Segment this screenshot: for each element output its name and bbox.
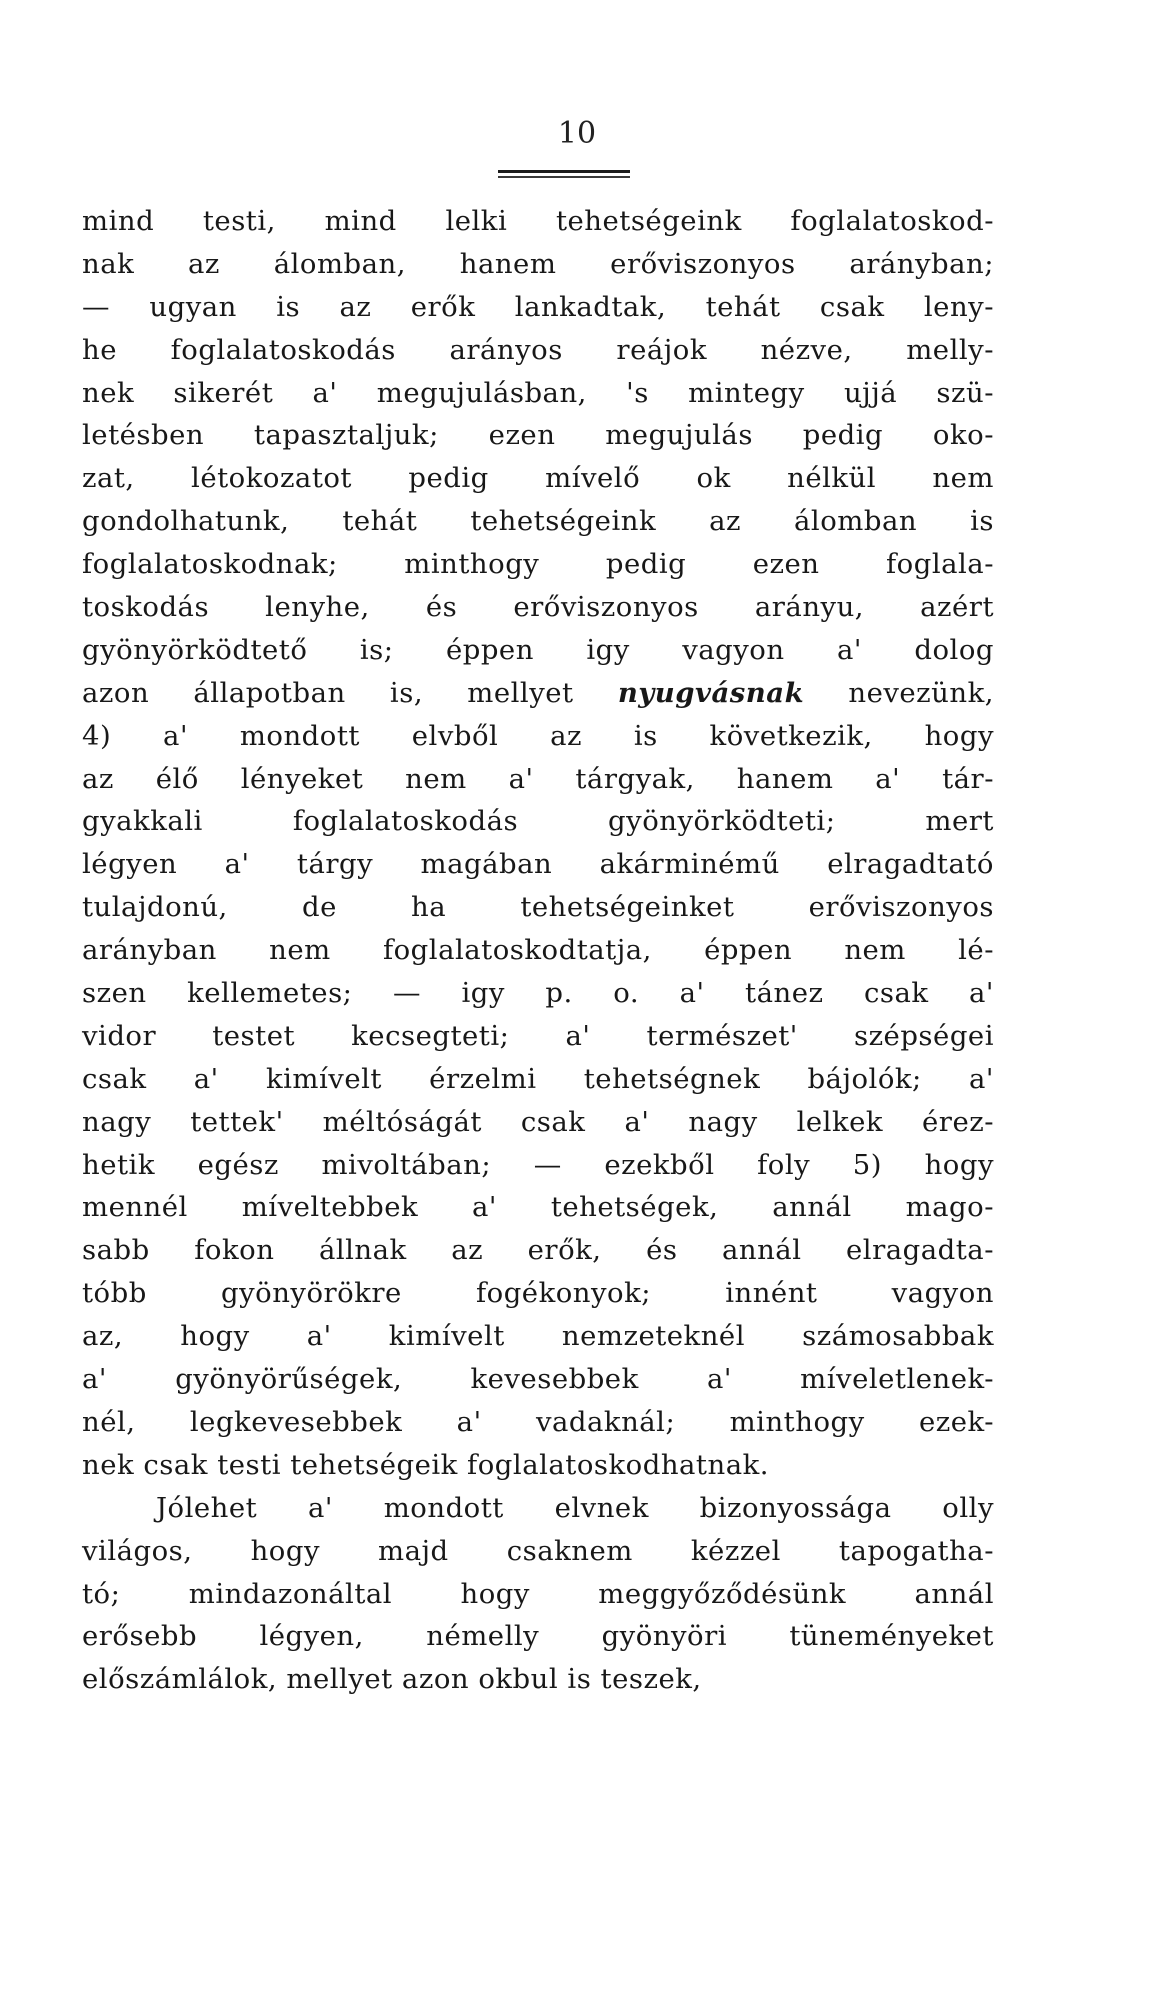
line-text: gyönyörködtető is; éppen igy vagyon a' dolog — [82, 633, 994, 666]
text-line — [82, 715, 994, 758]
text-line — [82, 372, 994, 415]
line-text: mennél míveltebbek a' tehetségek, annál mago- — [82, 1191, 994, 1224]
line-text: nek csak testi tehetségeik foglalatoskodhatnak. — [82, 1448, 769, 1481]
header-rule — [498, 170, 630, 173]
text-line — [82, 1015, 994, 1058]
text-line — [82, 543, 994, 586]
text-line — [82, 843, 994, 886]
line-text: nagy tettek' méltóságát csak a' nagy lelkek érez- — [82, 1105, 994, 1138]
text-line — [82, 929, 994, 972]
body-text — [82, 200, 994, 1701]
line-text: sabb fokon állnak az erők, és annál elragadta- — [82, 1234, 994, 1267]
line-text: tó; mindazonáltal hogy meggyőződésünk annál — [82, 1577, 994, 1610]
line-text: Jólehet a' mondott elvnek bizonyossága olly — [156, 1491, 994, 1524]
line-text: tulajdonú, de ha tehetségeinket erőviszonyos — [82, 891, 994, 924]
text-line — [82, 1144, 994, 1187]
text-line — [82, 1487, 994, 1530]
text-line — [82, 758, 994, 801]
line-text: hetik egész mivoltában; — ezekből foly 5) hogy — [82, 1148, 994, 1181]
text-line — [82, 1658, 994, 1701]
text-line — [82, 1615, 994, 1658]
text-line — [82, 1058, 994, 1101]
text-line — [82, 457, 994, 500]
text-line — [82, 1358, 994, 1401]
text-line — [82, 200, 994, 243]
line-text: nevezünk, — [804, 676, 994, 709]
emphasized-word: nyugvásnak — [617, 676, 805, 709]
line-text: tóbb gyönyörökre fogékonyok; innént vagyon — [82, 1277, 994, 1310]
line-text: mind testi, mind lelki tehetségeink foglalatoskod- — [82, 205, 994, 237]
text-line — [82, 1315, 994, 1358]
text-line — [82, 1272, 994, 1315]
line-text: azon állapotban is, mellyet — [82, 676, 618, 709]
text-line — [82, 329, 994, 372]
text-line — [82, 800, 994, 843]
line-text: toskodás lenyhe, és erőviszonyos arányu, azért — [82, 591, 994, 624]
line-text: nek sikerét a' megujulásban, 's mintegy ujjá szü- — [82, 376, 994, 409]
text-line — [82, 586, 994, 629]
text-line — [82, 286, 994, 329]
line-text: légyen a' tárgy magában akárminémű elragadtató — [82, 848, 994, 881]
text-line — [82, 414, 994, 457]
line-text: foglalatoskodnak; minthogy pedig ezen foglala- — [82, 548, 994, 581]
line-text: gondolhatunk, tehát tehetségeink az álomban is — [82, 505, 994, 538]
header-rule-thin — [498, 176, 630, 178]
line-text: csak a' kimívelt érzelmi tehetségnek bájolók; a' — [82, 1062, 994, 1095]
text-line — [82, 672, 994, 715]
line-text: he foglalatoskodás arányos reájok nézve, melly- — [82, 333, 994, 366]
text-line — [82, 1573, 994, 1616]
line-text: erősebb légyen, némelly gyönyöri tüneményeket — [82, 1620, 994, 1653]
line-text: letésben tapasztaljuk; ezen megujulás pedig oko- — [82, 419, 994, 452]
line-text: előszámlálok, mellyet azon okbul is teszek, — [82, 1663, 702, 1696]
text-line — [82, 1229, 994, 1272]
text-line — [82, 972, 994, 1015]
line-text: — ugyan is az erők lankadtak, tehát csak leny- — [82, 290, 994, 323]
line-text: gyakkali foglalatoskodás gyönyörködteti; mert — [82, 805, 994, 838]
line-text: az, hogy a' kimívelt nemzeteknél számosabbak — [82, 1320, 994, 1353]
page-number: 10 — [557, 116, 597, 151]
text-line — [82, 1401, 994, 1444]
text-line — [82, 629, 994, 672]
text-line — [82, 886, 994, 929]
line-text: arányban nem foglalatoskodtatja, éppen nem lé- — [82, 934, 994, 967]
line-text: nél, legkevesebbek a' vadaknál; minthogy ezek- — [82, 1405, 994, 1438]
text-line — [82, 500, 994, 543]
text-line — [82, 1186, 994, 1229]
text-line — [82, 1101, 994, 1144]
text-line — [82, 1444, 994, 1487]
line-text: nak az álomban, hanem erőviszonyos arányban; — [82, 247, 994, 280]
line-text: 4) a' mondott elvből az is következik, hogy — [82, 719, 994, 752]
text-line — [82, 243, 994, 286]
line-text: világos, hogy majd csaknem kézzel tapogatha- — [82, 1534, 994, 1567]
line-text: szen kellemetes; — igy p. o. a' tánez csak a' — [82, 977, 994, 1010]
line-text: vidor testet kecsegteti; a' természet' szépségei — [82, 1019, 994, 1052]
line-text: a' gyönyörűségek, kevesebbek a' míveletlenek- — [82, 1363, 994, 1396]
line-text: zat, létokozatot pedig mívelő ok nélkül nem — [82, 462, 994, 495]
text-line — [82, 1530, 994, 1573]
line-text: az élő lényeket nem a' tárgyak, hanem a' tár- — [82, 762, 994, 795]
